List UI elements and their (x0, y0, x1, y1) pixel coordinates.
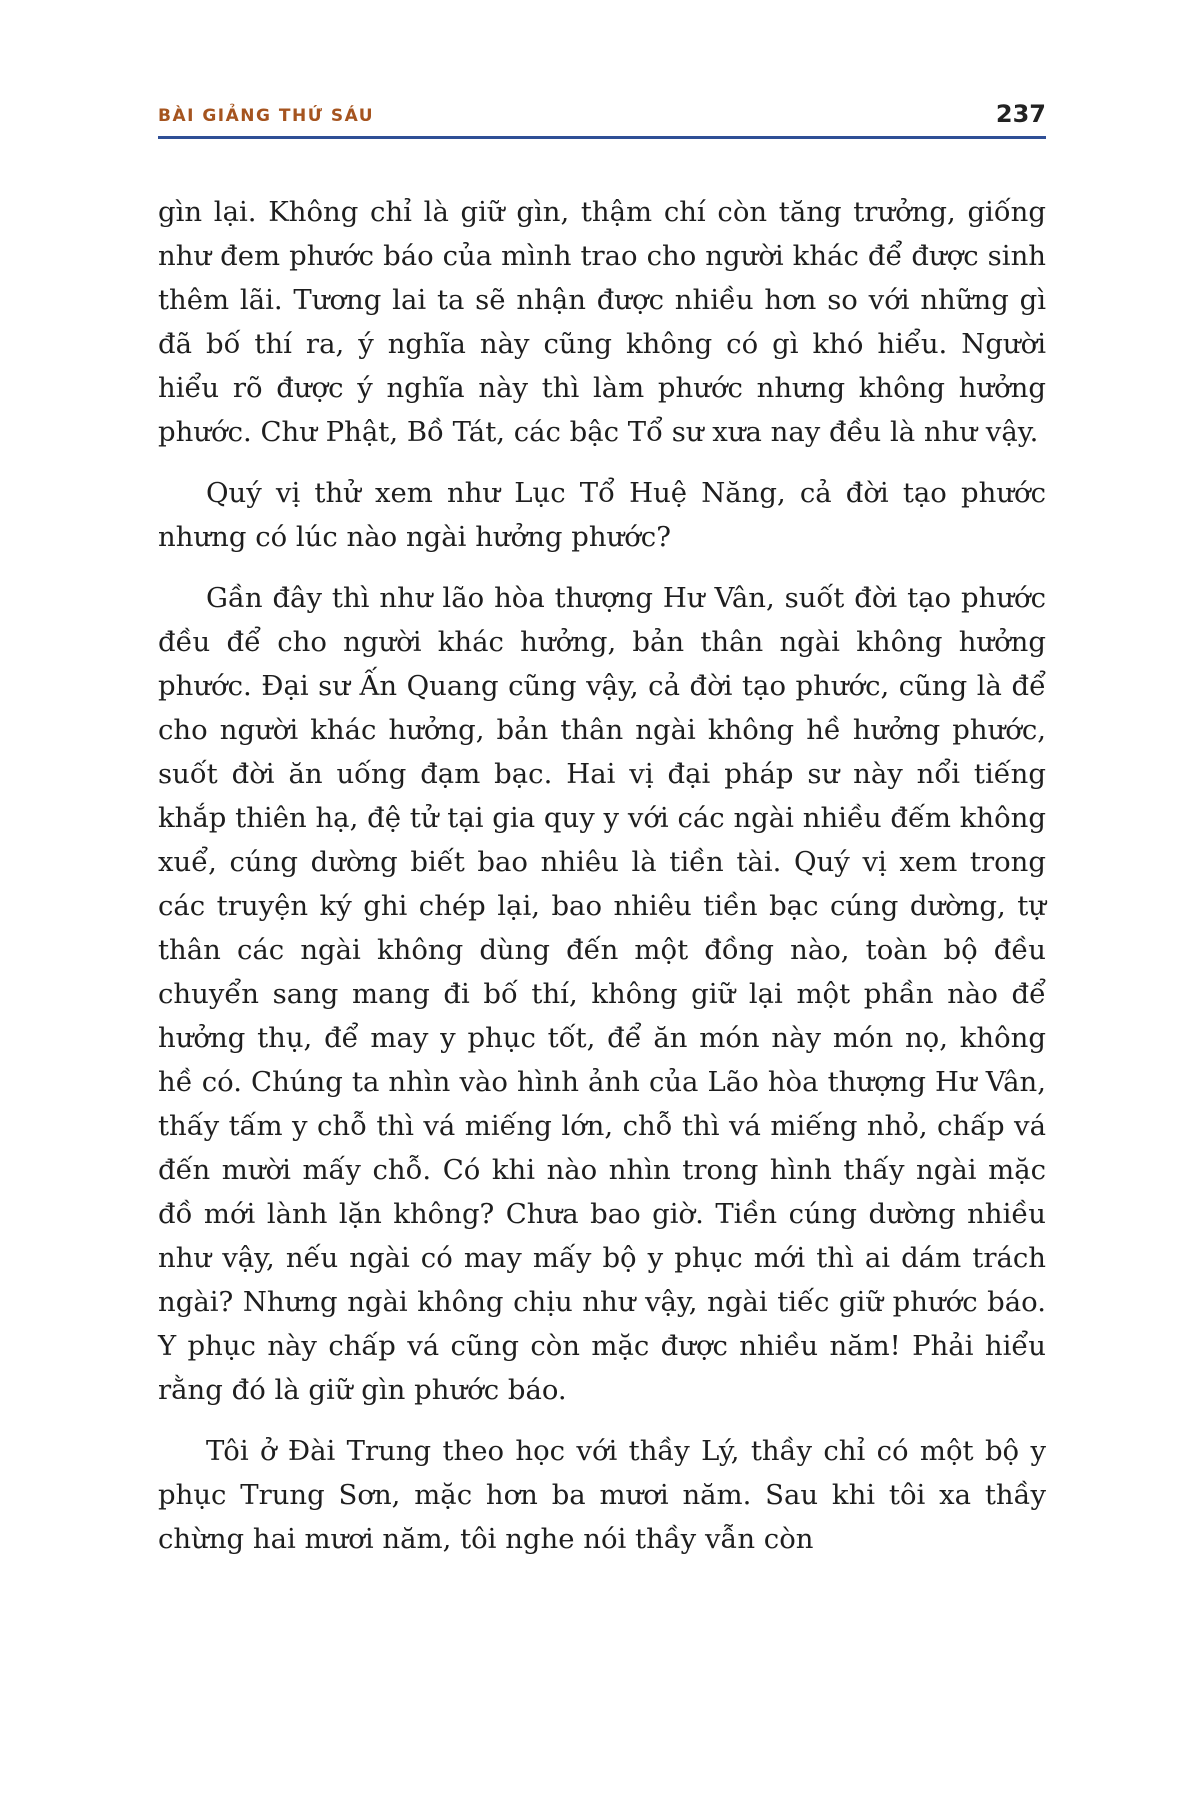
body-text (158, 190, 1046, 1578)
running-title: BÀI GIẢNG THỨ SÁU (158, 106, 375, 126)
paragraph: Tôi ở Đài Trung theo học với thầy Lý, thầy chỉ có một bộ y phục Trung Sơn, mặc hơn ba mươi năm. Sau khi tôi xa thầy chừng hai mươi năm, tôi nghe nói thầy vẫn còn (158, 1435, 1046, 1555)
running-header (158, 96, 1046, 139)
paragraph: Gần đây thì như lão hòa thượng Hư Vân, suốt đời tạo phước đều để cho người khác hưởng, bản thân ngài không hưởng phước. Đại sư Ấn Quang cũng vậy, cả đời tạo phước, cũng là để cho người khác hưởng, bản thân ngài không hề hưởng phước, suốt đời ăn uống đạm bạc. Hai vị đại pháp sư này nổi tiếng khắp thiên hạ, đệ tử tại gia quy y với các ngài nhiều đếm không xuể, cúng dường biết bao nhiêu là tiền tài. Quý vị xem trong các truyện ký ghi chép lại, bao nhiêu tiền bạc cúng dường, tự thân các ngài không dùng đến một đồng nào, toàn bộ đều chuyển sang mang đi bố thí, không giữ lại một phần nào để hưởng thụ, để may y phục tốt, để ăn món này món nọ, không hề có. Chúng ta nhìn vào hình ảnh của Lão hòa thượng Hư Vân, thấy tấm y chỗ thì vá miếng lớn, chỗ thì vá miếng nhỏ, chấp vá đến mười mấy chỗ. Có khi nào nhìn trong hình thấy ngài mặc đồ mới lành lặn không? Chưa bao giờ. Tiền cúng dường nhiều như vậy, nếu ngài có may mấy bộ y phục mới thì ai dám trách ngài? Nhưng ngài không chịu như vậy, ngài tiếc giữ phước báo. Y phục này chấp vá cũng còn mặc được nhiều năm! Phải hiểu rằng đó là giữ gìn phước báo. (158, 582, 1046, 1406)
paragraph-continuation: gìn lại. Không chỉ là giữ gìn, thậm chí còn tăng trưởng, giống như đem phước báo của mình trao cho người khác để được sinh thêm lãi. Tương lai ta sẽ nhận được nhiều hơn so với những gì đã bố thí ra, ý nghĩa này cũng không có gì khó hiểu. Người hiểu rõ được ý nghĩa này thì làm phước nhưng không hưởng phước. Chư Phật, Bồ Tát, các bậc Tổ sư xưa nay đều là như vậy. (158, 196, 1046, 448)
page-number: 237 (995, 100, 1046, 128)
paragraph: Quý vị thử xem như Lục Tổ Huệ Năng, cả đời tạo phước nhưng có lúc nào ngài hưởng phước? (158, 477, 1046, 553)
